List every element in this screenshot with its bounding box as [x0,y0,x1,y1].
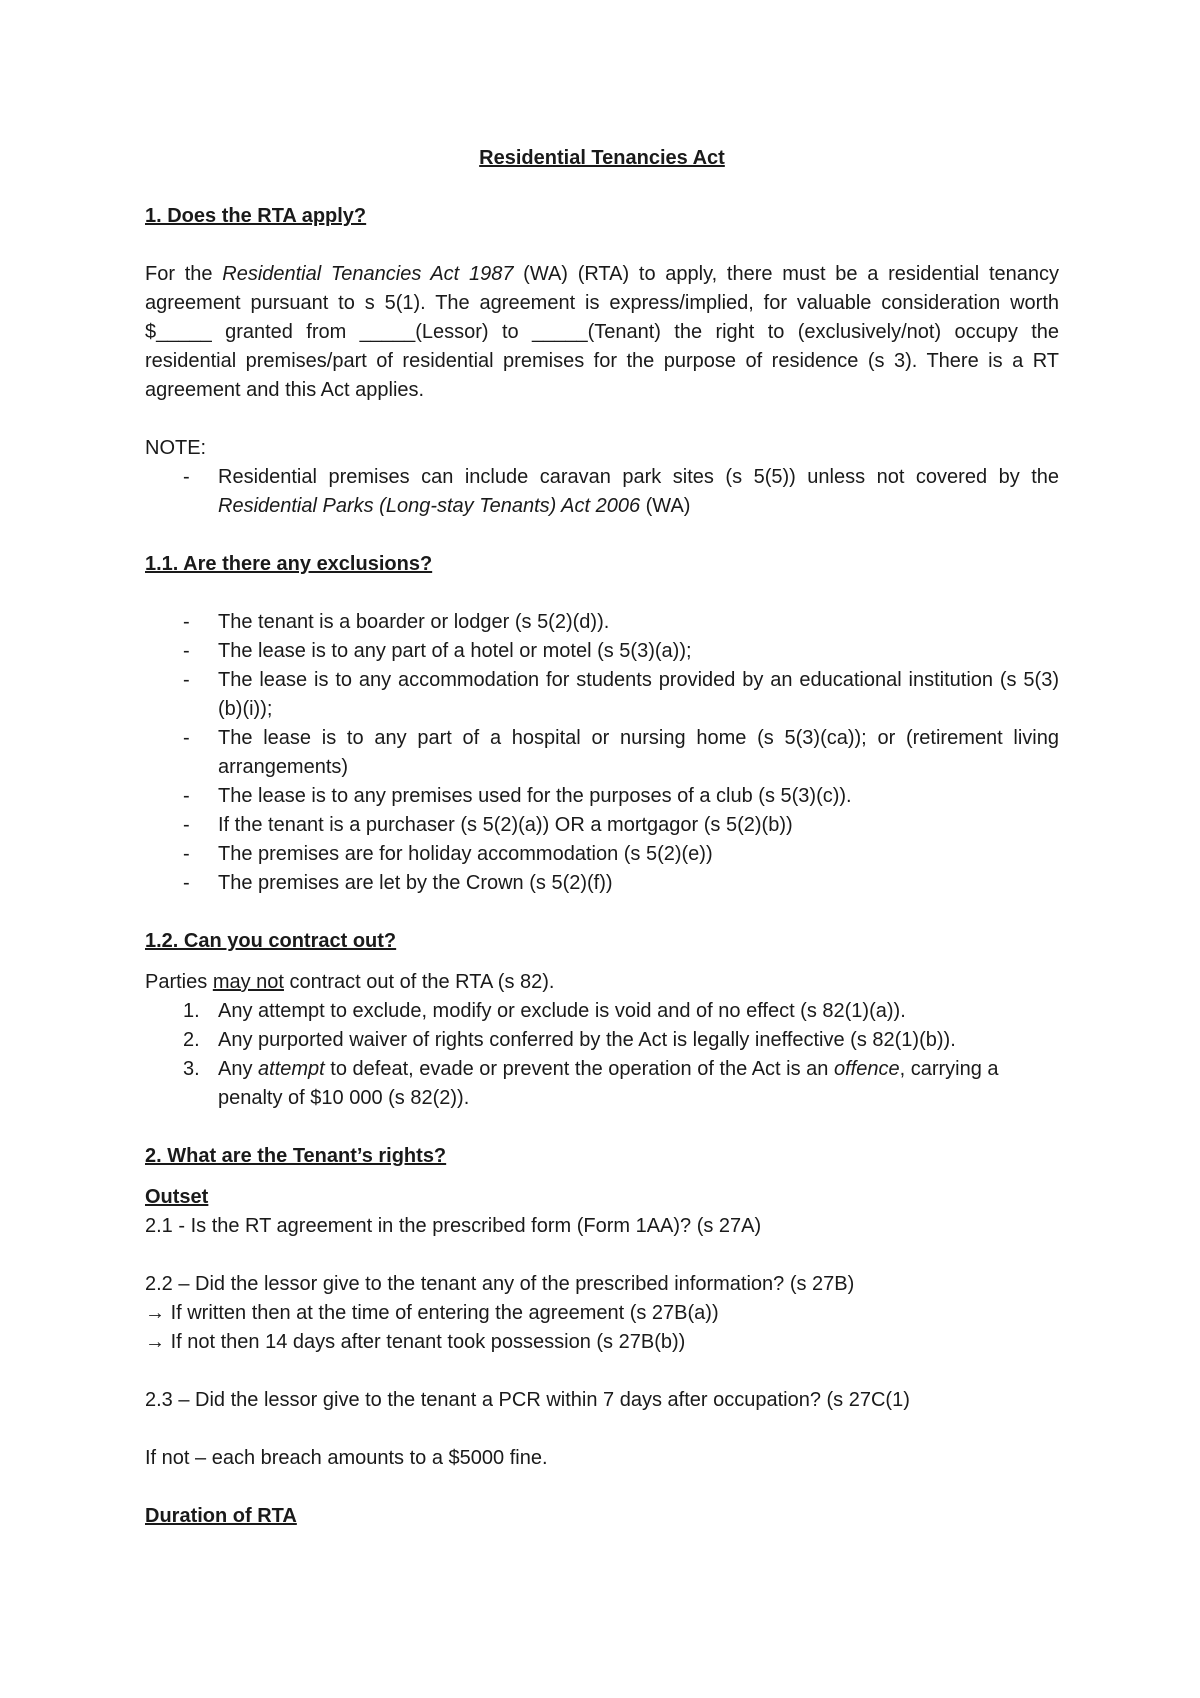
heading-exclusions: 1.1. Are there any exclusions? [145,553,433,575]
heading-tenant-rights: 2. What are the Tenant’s rights? [145,1145,447,1167]
page-title: Residential Tenancies Act [479,147,725,169]
contract-out-intro: Parties may not contract out of the RTA (s 82). [145,971,555,993]
subheading-duration: Duration of RTA [145,1505,297,1527]
document-body [145,144,1059,1531]
exclusions-list [145,608,1059,898]
contract-out-list [145,997,1059,1113]
list-item: 3. Any attempt to defeat, evade or prevent the operation of the Act is an offence, carrying a penalty of $10 000 (s 82(2)). [183,1058,999,1109]
heading-rta-apply: 1. Does the RTA apply? [145,205,367,227]
rta-apply-paragraph: For the Residential Tenancies Act 1987 (WA) (RTA) to apply, there must be a residential tenancy agreement pursuant to s 5(1). The agreement is express/implied, for valuable consideration worth $_____ granted from _____(Lessor) to _____(Tenant) the right to (exclusively/not) occupy the residential premises/part of residential premises for the purpose of residence (s 3). There is a RT agreement and this Act applies. [145,263,1060,401]
list-item: 1. Any attempt to exclude, modify or exclude is void and of no effect (s 82(1)(a)). [183,1000,906,1022]
arrow-icon: → [145,1302,165,1324]
list-item: - The premises are let by the Crown (s 5(2)(f)) [183,872,613,894]
subheading-outset: Outset [145,1186,209,1208]
list-item: - Residential premises can include caravan park sites (s 5(5)) unless not covered by the Residential Parks (Long-stay Tenants) Act 2006 (WA) [183,466,1059,517]
list-item: - The lease is to any part of a hospital or nursing home (s 5(3)(ca)); or (retirement living arrangements) [183,727,1059,778]
list-item: - The premises are for holiday accommodation (s 5(2)(e)) [183,843,713,865]
arrow-item: → If not then 14 days after tenant took possession (s 27B(b)) [145,1331,686,1353]
list-item: - The lease is to any accommodation for students provided by an educational institution (s 5(3)(b)(i)); [183,669,1059,720]
question-2-3: 2.3 – Did the lessor give to the tenant a PCR within 7 days after occupation? (s 27C(1) [145,1389,910,1411]
list-item: - The tenant is a boarder or lodger (s 5(2)(d)). [183,611,610,633]
list-item: - The lease is to any part of a hotel or motel (s 5(3)(a)); [183,640,692,662]
note-list [145,463,1059,521]
fine-note: If not – each breach amounts to a $5000 fine. [145,1447,548,1469]
question-2-2: 2.2 – Did the lessor give to the tenant any of the prescribed information? (s 27B) [145,1273,855,1295]
list-item: 2. Any purported waiver of rights conferred by the Act is legally ineffective (s 82(1)(b)). [183,1029,956,1051]
question-2-1: 2.1 - Is the RT agreement in the prescribed form (Form 1AA)? (s 27A) [145,1215,762,1237]
note-label: NOTE: [145,437,207,459]
arrow-item: → If written then at the time of entering the agreement (s 27B(a)) [145,1302,719,1324]
list-item: - If the tenant is a purchaser (s 5(2)(a)) OR a mortgagor (s 5(2)(b)) [183,814,793,836]
heading-contract-out: 1.2. Can you contract out? [145,930,397,952]
arrow-icon: → [145,1331,165,1353]
list-item: - The lease is to any premises used for the purposes of a club (s 5(3)(c)). [183,785,852,807]
